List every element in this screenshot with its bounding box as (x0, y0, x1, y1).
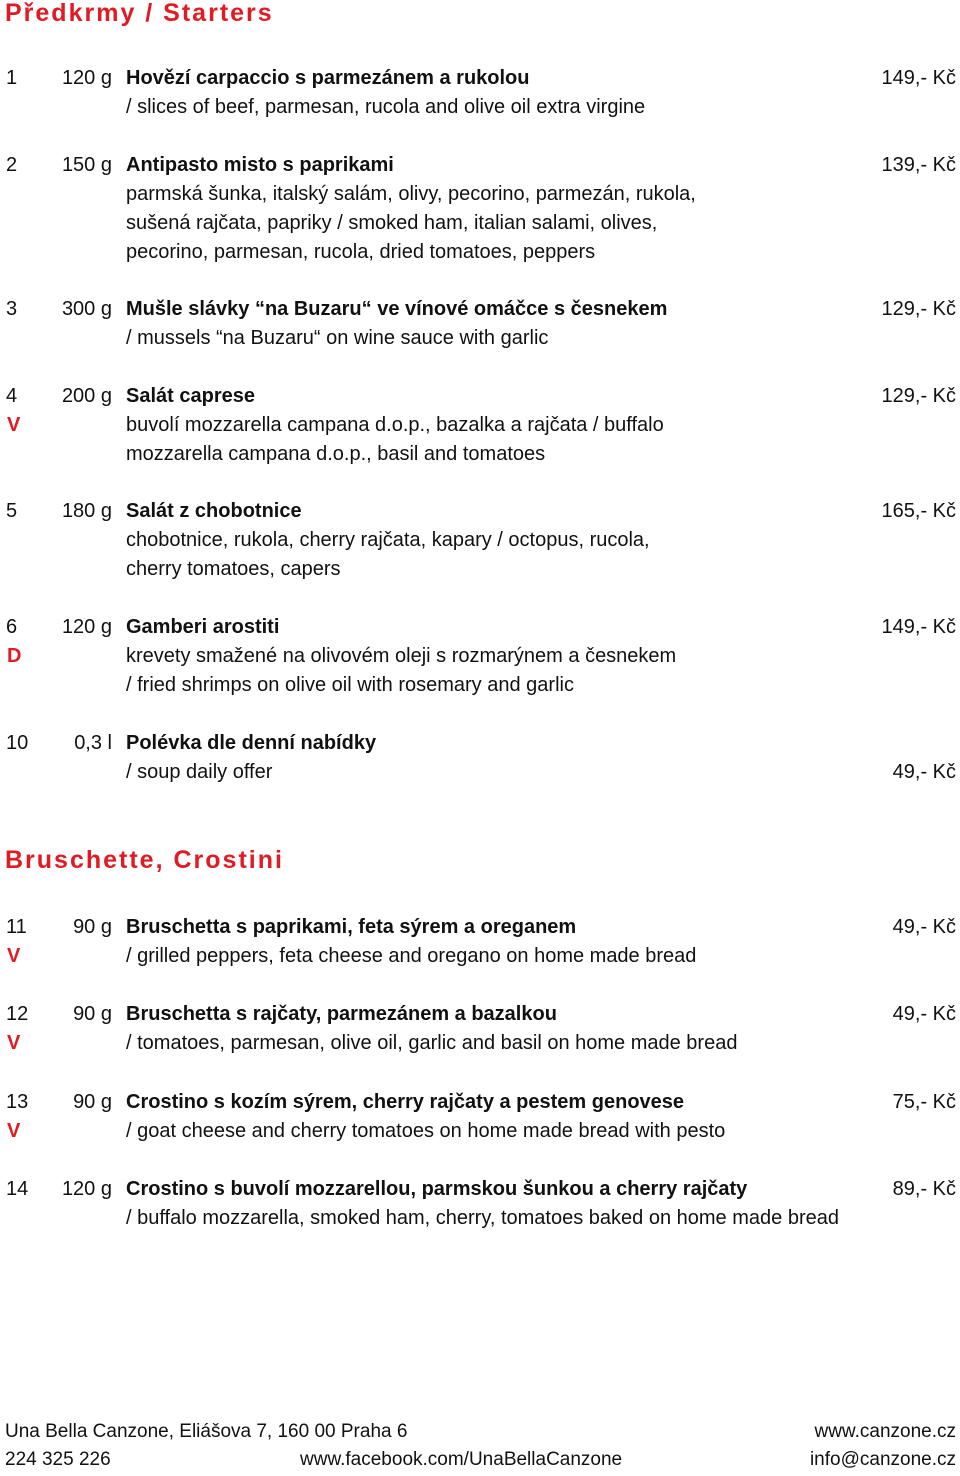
section-title-starters: Předkrmy / Starters (5, 0, 274, 27)
item-price: 129,- Kč (881, 385, 956, 407)
item-quantity: 180 g (61, 500, 112, 522)
footer-website-link[interactable]: www.canzone.cz (814, 1421, 956, 1442)
item-description: chobotnice, rukola, cherry rajčata, kapary / octopus, rucola, (126, 529, 650, 551)
item-number: 2 (6, 154, 18, 176)
vegetarian-badge: V (7, 1032, 21, 1054)
item-name: Salát z chobotnice (126, 500, 302, 522)
menu-item-11 (0, 913, 960, 971)
item-name: Bruschetta s paprikami, feta sýrem a oreganem (126, 916, 577, 938)
item-quantity: 90 g (73, 1003, 112, 1025)
item-quantity: 120 g (61, 616, 112, 638)
item-description: / mussels “na Buzaru“ on wine sauce with garlic (126, 327, 549, 349)
vegetarian-badge: V (7, 414, 21, 436)
item-description: / tomatoes, parmesan, olive oil, garlic and basil on home made bread (126, 1032, 738, 1054)
item-number: 1 (6, 67, 18, 89)
item-description: sušená rajčata, papriky / smoked ham, italian salami, olives, (126, 212, 658, 234)
item-number: 12 (6, 1003, 29, 1025)
item-price: 89,- Kč (892, 1178, 956, 1200)
item-description: / soup daily offer (126, 761, 273, 783)
footer-address: Una Bella Canzone, Eliášova 7, 160 00 Praha 6 (5, 1421, 408, 1442)
item-quantity: 120 g (61, 67, 112, 89)
item-price: 149,- Kč (881, 616, 956, 638)
item-quantity: 300 g (61, 298, 112, 320)
item-quantity: 120 g (61, 1178, 112, 1200)
menu-item-10 (0, 729, 960, 787)
vegetarian-badge: V (7, 1120, 21, 1142)
menu-item-6 (0, 613, 960, 700)
item-quantity: 90 g (73, 916, 112, 938)
menu-item-3 (0, 295, 960, 353)
item-price: 165,- Kč (881, 500, 956, 522)
item-price: 49,- Kč (892, 1003, 956, 1025)
item-description: / fried shrimps on olive oil with rosemary and garlic (126, 674, 574, 696)
item-description: / slices of beef, parmesan, rucola and olive oil extra virgine (126, 96, 646, 118)
item-name: Crostino s kozím sýrem, cherry rajčaty a pestem genovese (126, 1091, 685, 1113)
item-price: 129,- Kč (881, 298, 956, 320)
item-quantity: 200 g (61, 385, 112, 407)
item-quantity: 150 g (61, 154, 112, 176)
item-number: 4 (6, 385, 18, 407)
item-number: 10 (6, 732, 29, 754)
menu-item-1 (0, 64, 960, 122)
vegetarian-badge: V (7, 945, 21, 967)
item-number: 3 (6, 298, 18, 320)
item-name: Salát caprese (126, 385, 255, 407)
item-price: 139,- Kč (881, 154, 956, 176)
footer-email-link[interactable]: info@canzone.cz (809, 1449, 956, 1470)
item-name: Gamberi arostiti (126, 616, 280, 638)
item-description: cherry tomatoes, capers (126, 558, 341, 580)
item-name: Mušle slávky “na Buzaru“ ve vínové omáčce s česnekem (126, 298, 668, 320)
item-description: / grilled peppers, feta cheese and oregano on home made bread (126, 945, 697, 967)
item-description: mozzarella campana d.o.p., basil and tomatoes (126, 443, 546, 465)
menu-item-13 (0, 1088, 960, 1146)
section-title-bruschette: Bruschette, Crostini (5, 846, 284, 874)
menu-item-4 (0, 382, 960, 469)
item-description: / goat cheese and cherry tomatoes on home made bread with pesto (126, 1120, 726, 1142)
item-description: parmská šunka, italský salám, olivy, pecorino, parmezán, rukola, (126, 183, 696, 205)
item-name: Bruschetta s rajčaty, parmezánem a bazalkou (126, 1003, 557, 1025)
item-price: 49,- Kč (892, 916, 956, 938)
item-description: buvolí mozzarella campana d.o.p., bazalka a rajčata / buffalo (126, 414, 664, 436)
item-name: Crostino s buvolí mozzarellou, parmskou šunkou a cherry rajčaty (126, 1178, 748, 1200)
item-number: 6 (6, 616, 18, 638)
menu-item-14 (0, 1175, 960, 1233)
item-quantity: 90 g (73, 1091, 112, 1113)
item-number: 14 (6, 1178, 29, 1200)
item-quantity: 0,3 l (74, 732, 112, 754)
item-price: 75,- Kč (892, 1091, 956, 1113)
diet-badge: D (7, 645, 22, 667)
item-number: 13 (6, 1091, 29, 1113)
item-number: 11 (6, 916, 27, 938)
menu-item-2 (0, 151, 960, 267)
item-name: Hovězí carpaccio s parmezánem a rukolou (126, 67, 530, 89)
page-footer (0, 1418, 960, 1476)
menu-item-5 (0, 497, 960, 584)
item-name: Polévka dle denní nabídky (126, 732, 377, 754)
menu-item-12 (0, 1000, 960, 1058)
footer-phone: 224 325 226 (5, 1449, 111, 1470)
footer-facebook-link[interactable]: www.facebook.com/UnaBellaCanzone (300, 1449, 623, 1470)
item-description: / buffalo mozzarella, smoked ham, cherry, tomatoes baked on home made bread (126, 1207, 839, 1229)
item-price: 149,- Kč (881, 67, 956, 89)
item-name: Antipasto misto s paprikami (126, 154, 394, 176)
item-number: 5 (6, 500, 18, 522)
item-description: pecorino, parmesan, rucola, dried tomatoes, peppers (126, 241, 596, 263)
item-price: 49,- Kč (892, 761, 956, 783)
item-description: krevety smažené na olivovém oleji s rozmarýnem a česnekem (126, 645, 677, 667)
